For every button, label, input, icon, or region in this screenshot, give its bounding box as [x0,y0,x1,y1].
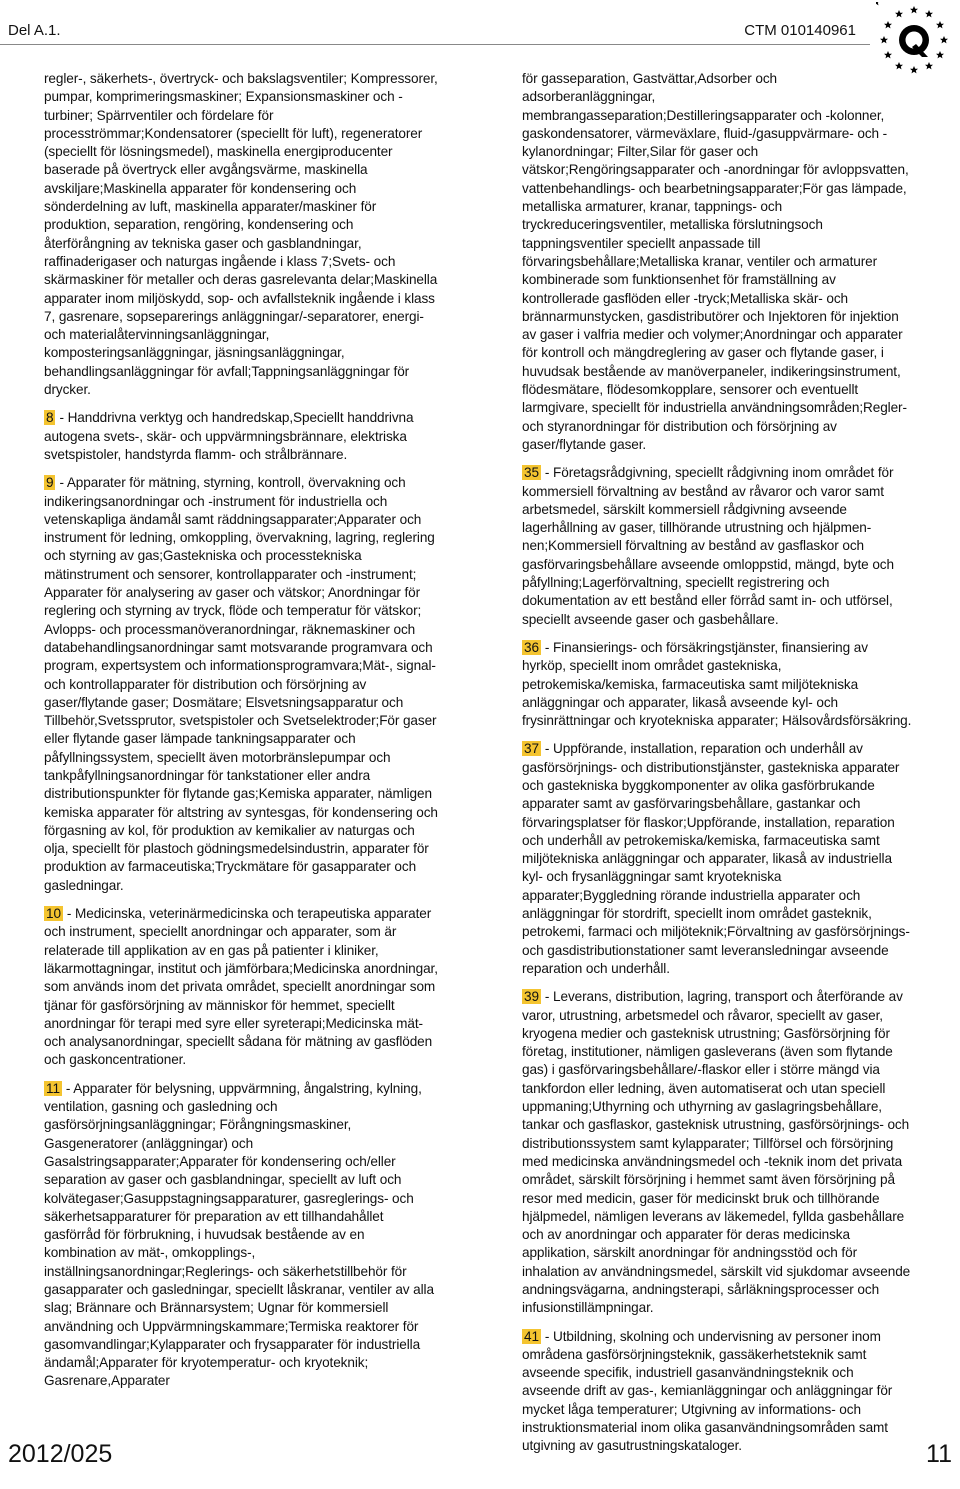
class-35-entry: 35 - Företagsrådgivning, speciellt rådgivning inom området för kommersiell förvaltning av bestånd av råvaror och varor samt arbetsmedel, särskilt kommersiell rådgivning avseende lagerhållning av gaser, tillhörande utrustning och hjälpmen-nen;Kommersiell förvaltning av bestånd av gasflaskor och gasförvaringsbehållare avseende omloppstid, mängd, byte och påfyllning;Lagerförvaltning, speciellt registrering och dokumentation av ett bestånd eller förråd samt in- och utförsel, speciellt avseende gaser och gasbehållare. [522,465,894,627]
class-9-entry: 9 - Apparater för mätning, styrning, kontroll, övervakning och indikeringsanordningar och -instrument för industriella och vetenskapliga ändamål samt räddningsapparater;Apparater och instrument för ledning, omkoppling, övervakning, lagring, reglering och styrning av gas;Gastekniska och processtekniska mätinstrument och sensorer, kontrollapparater och -instrument; Apparater för analysering av gaser och vätskor; Anordningar för reglering och styrning av tryck, flöde och temperatur för vätskor; Avlopps- och processmanöveranordningar, räknemaskiner och databehandlingsanordningar samt motsvarande programvara och program, expertsystem och informationsprogramvara;Mät-, signal- och kontrollapparater för distribution och försörjning av gaser/flytande gaser; Dosmätare; Elsvetsningsapparatur och Tillbehör,Svetssprutor, svetspistoler och Svetselektroder;För gaser eller flytande gaser lämpade tankningsapparater och påfyllningssystem, speciellt även motorbränslepumpar och tankpåfyllningsanordningar för tankstationer eller andra distributionspunkter för flytande gas;Kemiska apparater, nämligen kemiska apparater för altstring av syntesgas, för kondensering och förgasning av kol, för produktion av kemikalier av naturgas och olja, speciellt för plastoch gödningsmedelsindustrin, apparater för produktion av farmaceutiska;Tryckmätare för gasapparater och gasledningar. [44,475,438,893]
page-number: 11 [926,1440,952,1468]
issue-number: 2012/025 [8,1440,113,1468]
class-number-badge: 10 [46,906,61,922]
left-column [44,70,438,1401]
class-number-badge: 35 [524,465,539,481]
class-number-badge: 8 [46,410,54,426]
class-41-entry: 41 - Utbildning, skolning och undervisning av personer inom områdena gasförsörjningsteknik, gassäkerhetsteknik samt avseende specifik, industriell gasanvändningsteknik och avseende drift av gas-, kemianläggningar och anläggningar för mycket låga temperaturer; Utgivning av informations- och instruktionsmaterial inom olika gasanvändningsområden samt utgivning av gasutrustningskataloger. [522,1328,893,1454]
section-label: Del A.1. [8,22,61,39]
class-number-badge: 41 [524,1328,539,1344]
class-7-continued: regler-, säkerhets-, övertryck- och bakslagsventiler; Kompressorer, pumpar, komprimeringsmaskiner; Expansionsmaskiner och -turbiner; Spärrventiler och fördelare för procesströmmar;Kondensatorer (speciellt för luft), regeneratorer (speciellt för lösningsmedel), maskinella energiproducenter baserade på övertryck eller avgångsvärme, maskinella avskiljare;Maskinella apparater för kondensering och sönderdelning av luft, maskinella apparater/maskiner för produktion, separation, rengöring, kondensering och återförångning av tekniska gaser och gasblandningar, raffinaderigaser och naturgas ingående i klass 7;Svets- och skärmaskiner för metaller och deras gasrelevanta delar;Maskinella apparater inom miljöskydd, sop- och avfallsteknik ingående i klass 7, gasrenare, sopseparerings anläggningar/-separatorer, energi- och materialåtervinningsanläggningar, komposteringsanläggningar, jäsningsanläggningar, behandlingsanläggningar för avfall;Tappningsanläggningar för drycker. [44,71,438,398]
class-11-continued: för gasseparation, Gastvättar,Adsorber och adsorberanläggningar, membrangasseparation;Destilleringsapparater och -kolonner, gaskondensatorer, värmeväxlare, fluid-/gasuppvärmare- och -kylanordningar; Filter,Silar för gaser och vätskor;Rengöringsapparater och -anordningar för avloppsvatten, vattenbehandlings- och bearbetningsapparater;För gas lämpade, metalliska armaturer, kranar, tappnings- och tryckreduceringsventiler, metalliska förslutningsoch tappningsventiler speciellt anpassade till förvaringsbehållare;Metalliska kranar, ventiler och armaturer kombinerade som funktionsenhet för framställning av kontrollerade gasflöden eller -tryck;Metalliska skär- och brännarmunstycken, gasdistributörer och Injektoren för injektion av gaser i valfria medier och volymer;Anordningar och apparater för kontroll och mängdreglering av gaser och flytande gaser, i huvudsak bestående av manöverpaneler, indikeringsinstrument, flödesmätare, flödesomkopplare, sensorer och eventuellt larmgivare, speciellt för industriella användningsområden;Regler- och styranordningar för distribution och försörjning av gaser/flytande gaser. [522,71,909,452]
class-39-entry: 39 - Leverans, distribution, lagring, transport och återförande av varor, utrustning, arbetsmedel och råvaror, speciellt av gaser, kryogena medier och gasteknisk utrustning; Gasförsörjning för företag, institutioner, nämligen gasleverans (även som flytande gas) i gasförvaringsbehållare/-flaskor eller i större mängd via tankfordon eller ledning, även automatiserat och utan speciell uppmaning;Uthyrning och uthyrning av gaslagringsbehållare, tankar och gasflaskor, gasteknisk utrustning, gasförsörjnings- och distributionssystem samt kylapparater; Tillförsel och försörjning med medicinska användningsmedel och -teknik inom det privata området, särskilt försörjning i hemmet samt även försörjning på resor med medicin, gaser för medicinskt bruk och tillhörande hjälpmedel, nämligen leverans av läkemedel, fyllda gasbehållare och av anordningar och apparater för deras medicinska applikation, särskilt anordningar för andningsstöd och för inhalation av användningsmedel, särskilt vid sjukdomar avseende andningsvägarna, andningsterapi, sårläkningsprocesser och infusionstillämpningar. [522,989,911,1316]
eu-stars-q-logo-icon [876,2,952,78]
class-number-badge: 39 [524,989,539,1005]
ctm-number: CTM 010140961 [744,22,856,39]
right-column [522,70,912,1466]
header-divider [0,44,870,45]
class-37-entry: 37 - Uppförande, installation, reparation och underhåll av gasförsörjnings- och distributionstjänster, gastekniska apparater och gastekniska byggkomponenter av olika gasförbrukande apparater samt av gasförvaringsbehållare, gastankar och förvaringsplatser för flaskor;Uppförande, installation, reparation och underhåll av petrokemiska/kemiska, farmaceutiska samt miljötekniska anläggningar och apparater, likaså av industriella kyl- och frysanläggningar samt kryotekniska apparater;Byggledning rörande industriella apparater och anläggningar för stordrift, speciellt inom området gasteknik, petrokemi, farmaci och miljöteknik;Förvaltning av gasförsörjnings- och gasdistributionstationer samt leveransledningar avseende reparation och underhåll. [522,741,910,976]
class-number-badge: 11 [46,1080,60,1096]
class-number-badge: 9 [46,475,54,491]
class-11-entry: 11 - Apparater för belysning, uppvärmning, ångalstring, kylning, ventilation, gasning och gasledning och gasförsörjningsanläggningar; Förångningsmaskiner, Gasgeneratorer (anläggningar) och Gasalstringsapparater;Apparater för kondensering och/eller separation av gaser och gasblandningar, speciellt av luft och kolvätegaser;Gasuppstagningsapparaturer, gasreglerings- och säkerhetsapparaturer för preparation av ett tillhandahållet gasförråd för förbrukning, i huvudsak bestående av en kombination av mät-, omkopplings-, inställningsanordningar;Reglerings- och säkerhetstillbehör för gasapparater och gasledningar, speciellt låskranar, ventiler av alla slag; Brännare och Brännarsystem; Ugnar för kommersiell användning och Uppvärmningskammare;Termiska reaktorer för gasomvandlingar;Kylapparater och frysapparater för industriella ändamål;Apparater för kryotemperatur- och kryoteknik; Gasrenare,Apparater [44,1080,434,1389]
class-number-badge: 37 [524,741,539,757]
class-8-entry: 8 - Handdrivna verktyg och handredskap,Speciellt handdrivna autogena svets-, skär- och uppvärmningsbrännare, elektriska svetspistoler, handstyrda flamm- och strålbrännare. [44,410,414,462]
class-number-badge: 36 [524,639,539,655]
class-10-entry: 10 - Medicinska, veterinärmedicinska och terapeutiska apparater och instrument, speciellt anordningar och apparater, som är relaterade till applikation av en gas på patienter i kliniker, läkarmottagningar, institut och jämförbara;Medicinska anordningar, som används inom det privata området, speciellt anordningar som tjänar för gasförsörjning av människor för hemmet, speciellt anordningar för terapi med syre eller syreterapi;Medicinska mät- och analysanordningar, speciellt sådana för mätning av gasflöden och gaskoncentrationer. [44,906,438,1068]
class-36-entry: 36 - Finansierings- och försäkringstjänster, finansiering av hyrköp, speciellt inom området gastekniska, petrokemiska/kemiska, farmaceutiska samt miljötekniska anläggningar och apparater, likaså avseende kyl- och frysinrättningar och kryotekniska apparater; Hälsovårdsförsäkring. [522,639,912,729]
